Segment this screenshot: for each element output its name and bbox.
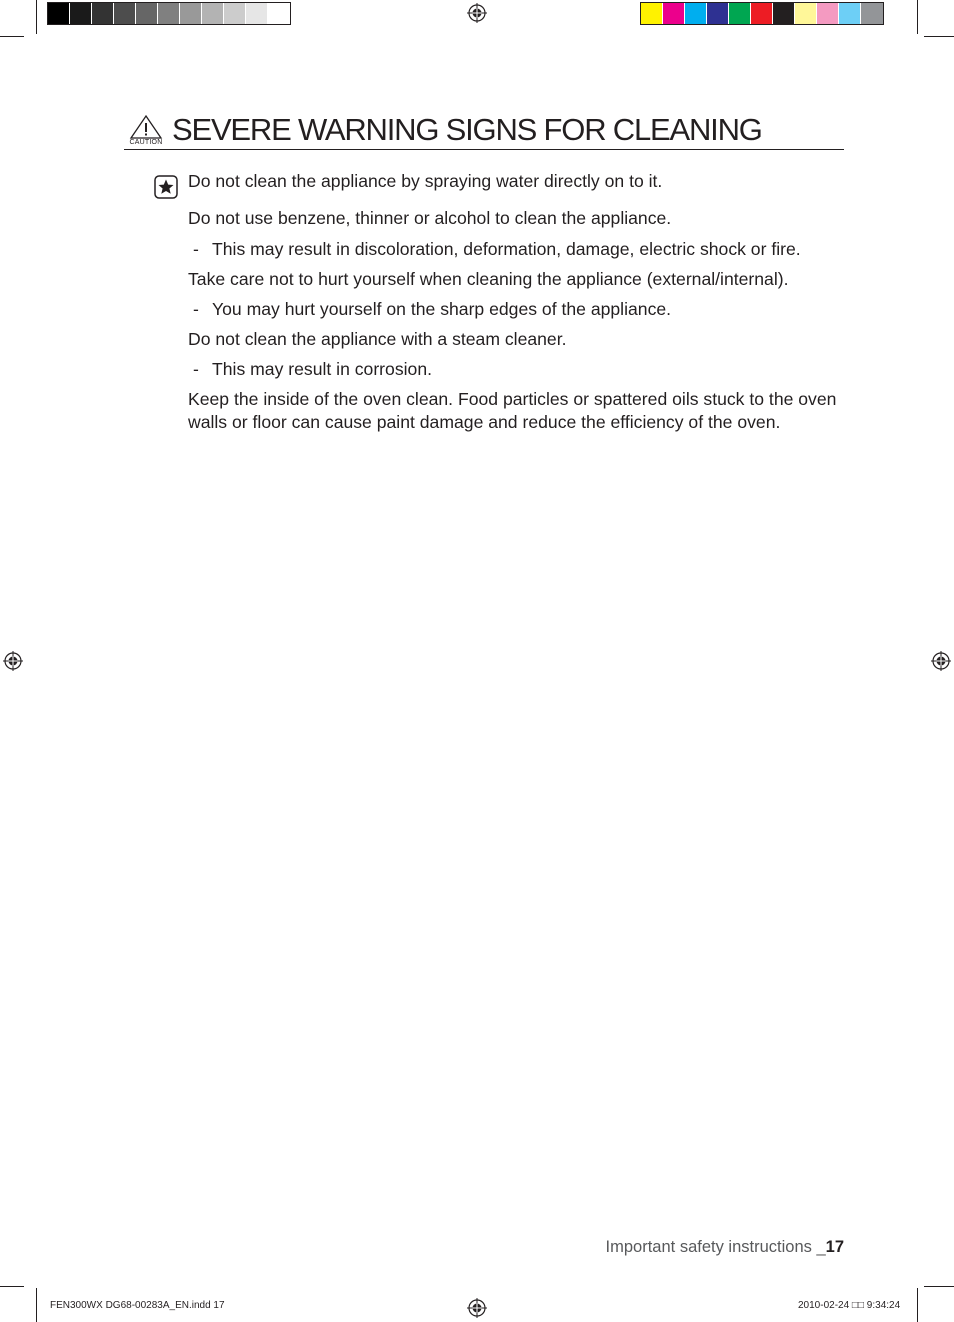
- color-swatch: [268, 3, 290, 24]
- color-swatch: [246, 3, 268, 24]
- color-swatch: [224, 3, 246, 24]
- page-title: SEVERE WARNING SIGNS FOR CLEANING: [172, 112, 762, 147]
- warning-subitem-text: You may hurt yourself on the sharp edges of the appliance.: [212, 299, 672, 319]
- warning-item: Do not use benzene, thinner or alcohol to clean the appliance.: [188, 208, 672, 228]
- page-number: 17: [825, 1238, 844, 1256]
- color-swatch: [114, 3, 136, 24]
- warning-subitem: [193, 358, 432, 381]
- crop-mark: [36, 0, 37, 34]
- color-swatch: [839, 3, 861, 24]
- color-swatch: [817, 3, 839, 24]
- slug-timestamp: 2010-02-24 □□ 9:34:24: [798, 1300, 901, 1311]
- warning-item: Do not clean the appliance by spraying water directly on to it.: [188, 171, 663, 191]
- dash: -: [193, 239, 199, 259]
- warning-subitem: [193, 298, 671, 321]
- crop-mark: [36, 1288, 37, 1322]
- warning-subitem-text: This may result in discoloration, deformation, damage, electric shock or fire.: [212, 239, 801, 259]
- warning-item: Take care not to hurt yourself when cleaning the appliance (external/internal).: [188, 269, 789, 289]
- warning-item: Keep the inside of the oven clean. Food particles or spattered oils stuck to the oven walls or floor can cause paint damage and reduce the efficiency of the oven.: [188, 389, 837, 432]
- caution-label: CAUTION: [129, 139, 163, 146]
- color-swatch: [92, 3, 114, 24]
- dash: -: [193, 299, 199, 319]
- crop-mark: [924, 1286, 954, 1287]
- registration-mark-icon: [931, 651, 951, 671]
- color-swatch: [861, 3, 883, 24]
- warning-triangle-icon: [126, 114, 166, 140]
- section-header: [124, 112, 844, 150]
- color-swatch: [707, 3, 729, 24]
- crop-mark: [924, 36, 954, 37]
- page-footer: [606, 1238, 844, 1257]
- color-swatch: [795, 3, 817, 24]
- crop-mark: [0, 36, 24, 37]
- color-swatch: [751, 3, 773, 24]
- color-swatch: [663, 3, 685, 24]
- registration-mark-icon: [3, 651, 23, 671]
- color-swatch: [70, 3, 92, 24]
- crop-mark: [917, 1288, 918, 1322]
- slug-file-name: FEN300WX DG68-00283A_EN.indd 17: [50, 1300, 225, 1311]
- process-color-bar: [640, 2, 884, 25]
- caution-icon: [126, 114, 166, 148]
- color-swatch: [641, 3, 663, 24]
- color-swatch: [202, 3, 224, 24]
- color-swatch: [180, 3, 202, 24]
- crop-mark: [0, 1286, 24, 1287]
- color-swatch: [685, 3, 707, 24]
- star-icon: [154, 175, 178, 199]
- color-swatch: [136, 3, 158, 24]
- grayscale-color-bar: [47, 2, 291, 25]
- color-swatch: [48, 3, 70, 24]
- color-swatch: [158, 3, 180, 24]
- registration-mark-icon: [467, 3, 487, 23]
- color-swatch: [773, 3, 795, 24]
- warning-item: Do not clean the appliance with a steam cleaner.: [188, 329, 567, 349]
- registration-mark-icon: [467, 1298, 487, 1318]
- dash: -: [193, 359, 199, 379]
- color-swatch: [729, 3, 751, 24]
- warning-subitem-text: This may result in corrosion.: [212, 359, 432, 379]
- warning-subitem: [193, 238, 801, 261]
- crop-mark: [917, 0, 918, 34]
- footer-section-title: Important safety instructions _: [605, 1238, 826, 1256]
